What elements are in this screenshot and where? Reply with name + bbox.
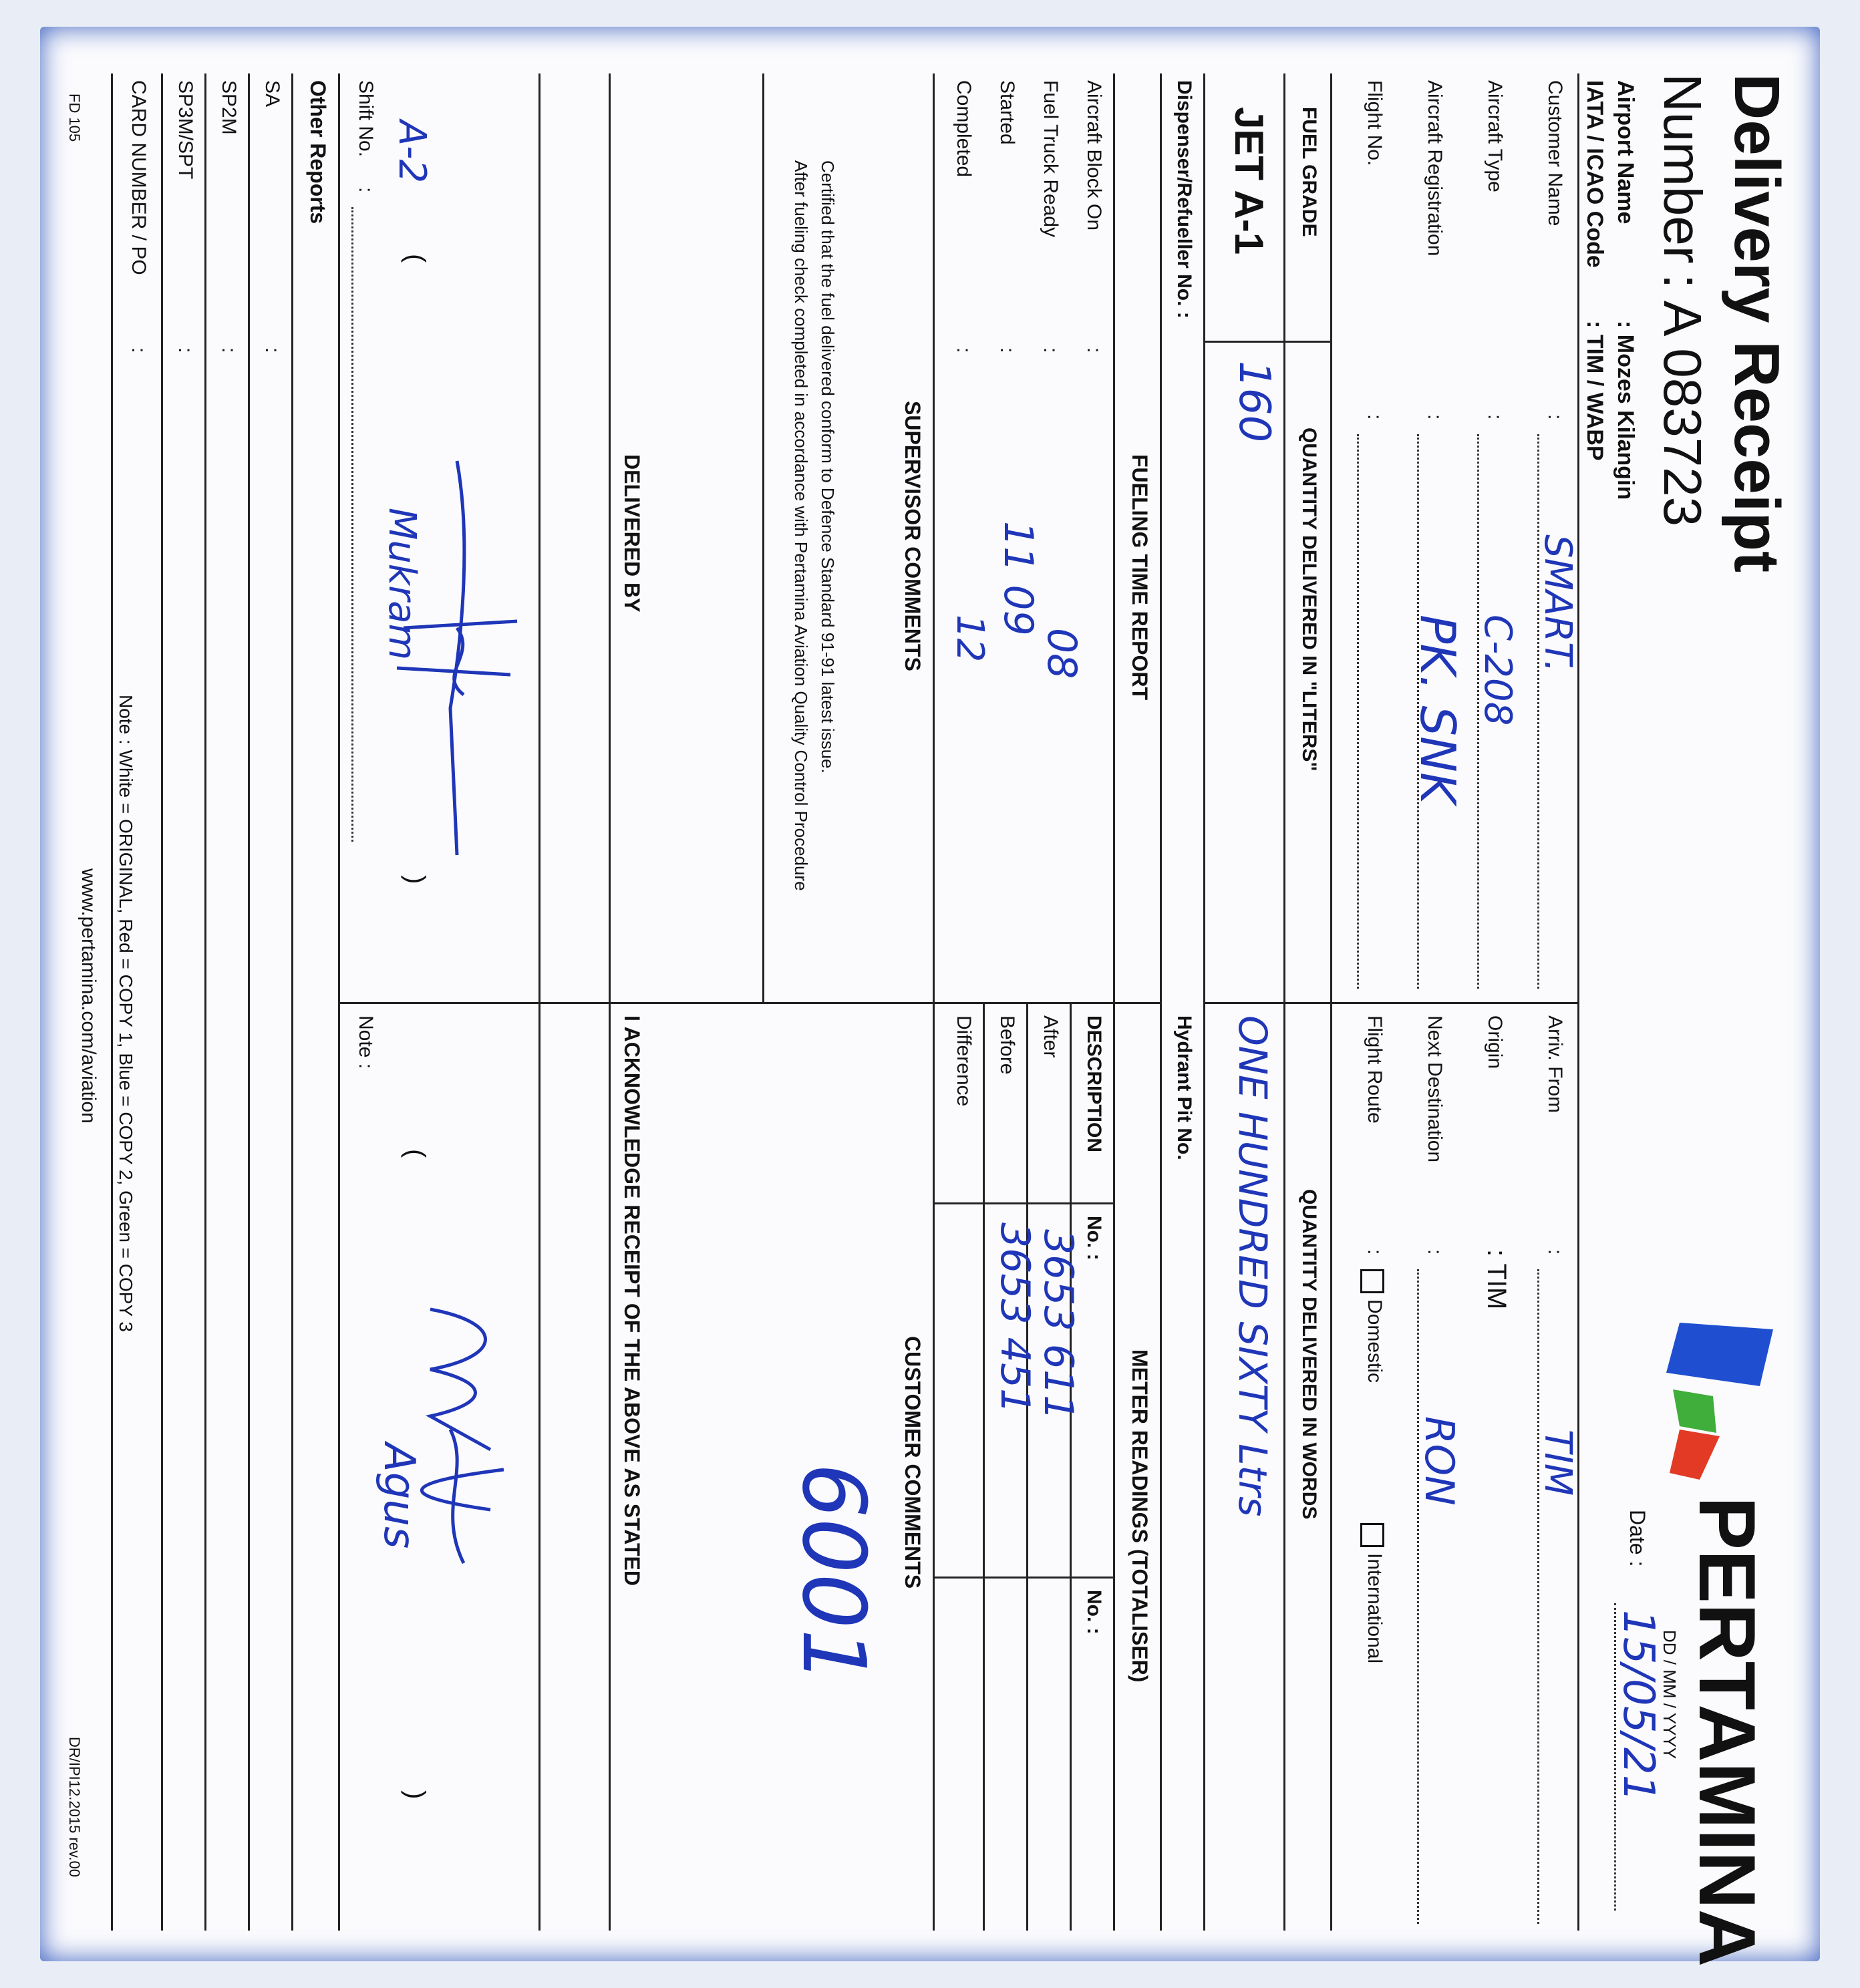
airport-name-value: : Mozes Kilangin [1613,321,1638,500]
meter-no2-header: No. : [1083,1590,1105,1635]
arriv-from-label: Arriv. From [1544,1015,1566,1114]
other-report-item: SA [261,80,283,108]
card-number-label: CARD NUMBER / PO [128,80,150,275]
origin-value: : TIM [1482,1249,1511,1310]
certification-line1: Certified that the fuel delivered conform to Defence Standard 91-91 latest issue. [818,160,838,774]
certification-line2: After fueling check completed in accordance with Pertamina Aviation Quality Control Procedure [791,160,811,891]
fuel-row-value: 11 09 [995,521,1042,636]
date-format: DD / MM / YYYY [1660,1630,1680,1760]
receiver-name: Agus [374,1443,424,1549]
form-code: FD 105 [66,94,83,142]
pertamina-logo-icon [1660,1323,1780,1483]
iata-label: IATA / ICAO Code [1582,80,1607,268]
other-reports-title: Other Reports [306,80,330,224]
meter-row-label: Difference [953,1015,975,1107]
other-report-item: SP2M [218,80,240,135]
flight-route-label: Flight Route [1364,1015,1386,1124]
meter-row-label: Before [996,1015,1018,1075]
meter-row-value: 3653 611 [1035,1229,1082,1421]
other-report-item: SP3M/SPT [174,80,196,180]
dispenser-label: Dispenser/Refueller No. : [1173,80,1195,319]
website: www.pertamina.com/aviation [78,868,100,1124]
note-label: Note : [355,1015,377,1069]
international-label: International [1364,1553,1386,1664]
meter-row-label: After [1040,1015,1062,1058]
meter-description-header: DESCRIPTION [1083,1015,1105,1153]
customer-name-value: SMART. [1536,534,1579,673]
aircraft-registration-label: Aircraft Registration [1424,80,1446,257]
receipt-number: : A 083723 [1653,274,1712,527]
meter-readings-title: METER READINGS (TOTALISER) [1128,1349,1152,1683]
iata-value: : TIM / WABP [1582,321,1607,461]
customer-comments-title: CUSTOMER COMMENTS [901,1336,925,1589]
liters-header: QUANTITY DELIVERED IN "LITERS" [1298,428,1320,772]
fuel-row-label: Aircraft Block On [1083,80,1105,231]
supervisor-comments-title: SUPERVISOR COMMENTS [901,401,925,671]
domestic-label: Domestic [1364,1299,1386,1383]
shift-no-label: Shift No. [355,80,377,158]
number-label: Number [1653,73,1712,264]
next-destination-label: Next Destination [1424,1015,1446,1163]
words-header: QUANTITY DELIVERED IN WORDS [1298,1189,1320,1520]
fuel-row-value: 08 [1038,628,1085,679]
aircraft-type-value: C-208 [1476,615,1519,726]
hydrant-pit-label: Hydrant Pit No. [1173,1015,1195,1160]
customer-comments-value: 6001 [783,1463,885,1684]
date-label: Date : [1625,1510,1650,1567]
fuel-row-value: 12 [948,615,991,663]
aircraft-registration-value: PK. SNK [1410,615,1466,804]
meter-no1-header: No. : [1083,1216,1105,1261]
fueling-time-title: FUELING TIME REPORT [1128,454,1152,700]
shift-value: A-2 [390,120,434,184]
international-checkbox[interactable] [1360,1523,1384,1547]
delivery-receipt-form: Delivery Receipt Number : A 083723 Airport Name : Mozes Kilangin IATA / ICAO Code : TIM / WABP PERTAMINA DD / MM / YYYY Date : 15/05/21 Customer Name : SMART. Aircraft Type : C-208 Aircraft Registration : PK. SNK Flight No. : Arriv. From : TIM Origin : TIM Next Destination : RON Flight Route : Domestic International FUEL GRADE QUANTITY DELIVERED IN "LITERS" QUANTITY DELIVERED IN WORDS JET A-1 160 ONE HUNDRED SIXTY Ltrs Dispenser/Refueller No. : Hydrant Pit No. FUELING TIME REPORT METER READINGS (TOTALISER) Aircraft Block On : Fuel Truck Ready : 08 Started : 11 09 Completed : 12 DESCRIPTION No. : No. : After 3653 611 Before 3653 451 Difference SUPERVISOR COMMENTS CUSTOMER COMMENTS 6001 Certified that the fuel delivered conform to Defence Standard 91-91 latest issue. After fueling check completed in accordance with Pertamina Aviation Quality Control Procedure DELIVERED BY I ACKNOWLEDGE RECEIPT OF THE ABOVE AS STATED Mukram Agus A-2 ( ) ( ) Shift No. : Note : Other Reports SA : SP2M : SP3M/SPT : CARD NUMBER / PO : Note : White = ORIGINAL, Red = COPY 1, Blue = COPY 2, Green = COPY 3 www.pertamina.com/aviation FD 105 DR/IPI12.2015 rev.00 [66,73,1793,1967]
liters-value: 160 [1229,361,1279,443]
date-underline [1614,1603,1616,1911]
meter-row-value: 3653 451 [991,1222,1038,1414]
copy-note: Note : White = ORIGINAL, Red = COPY 1, Blue = COPY 2, Green = COPY 3 [116,695,136,1332]
date-value: 15/05/21 [1613,1610,1663,1802]
fuel-row-label: Fuel Truck Ready [1040,80,1062,238]
words-value: ONE HUNDRED SIXTY Ltrs [1230,1015,1275,1517]
next-destination-value: RON [1416,1416,1462,1506]
revision-code: DR/IPI12.2015 rev.00 [66,1737,83,1877]
aircraft-type-label: Aircraft Type [1484,80,1506,192]
airport-name-label: Airport Name [1613,80,1638,224]
fuel-grade-value: JET A-1 [1227,107,1271,255]
origin-label: Origin [1484,1015,1506,1069]
fuel-row-label: Completed [953,80,975,178]
deliverer-name: Mukram [380,508,424,661]
brand-name: PERTAMINA [1682,1496,1772,1967]
form-title: Delivery Receipt [1721,73,1793,573]
acknowledge-title: I ACKNOWLEDGE RECEIPT OF THE ABOVE AS STATED [620,1015,644,1586]
domestic-checkbox[interactable] [1360,1269,1384,1293]
customer-name-label: Customer Name [1544,80,1566,226]
fuel-row-label: Started [996,80,1018,145]
fuel-grade-header: FUEL GRADE [1298,107,1320,237]
delivered-by-title: DELIVERED BY [620,454,644,613]
arriv-from-value: TIM [1536,1430,1579,1496]
flight-no-label: Flight No. [1364,80,1386,166]
